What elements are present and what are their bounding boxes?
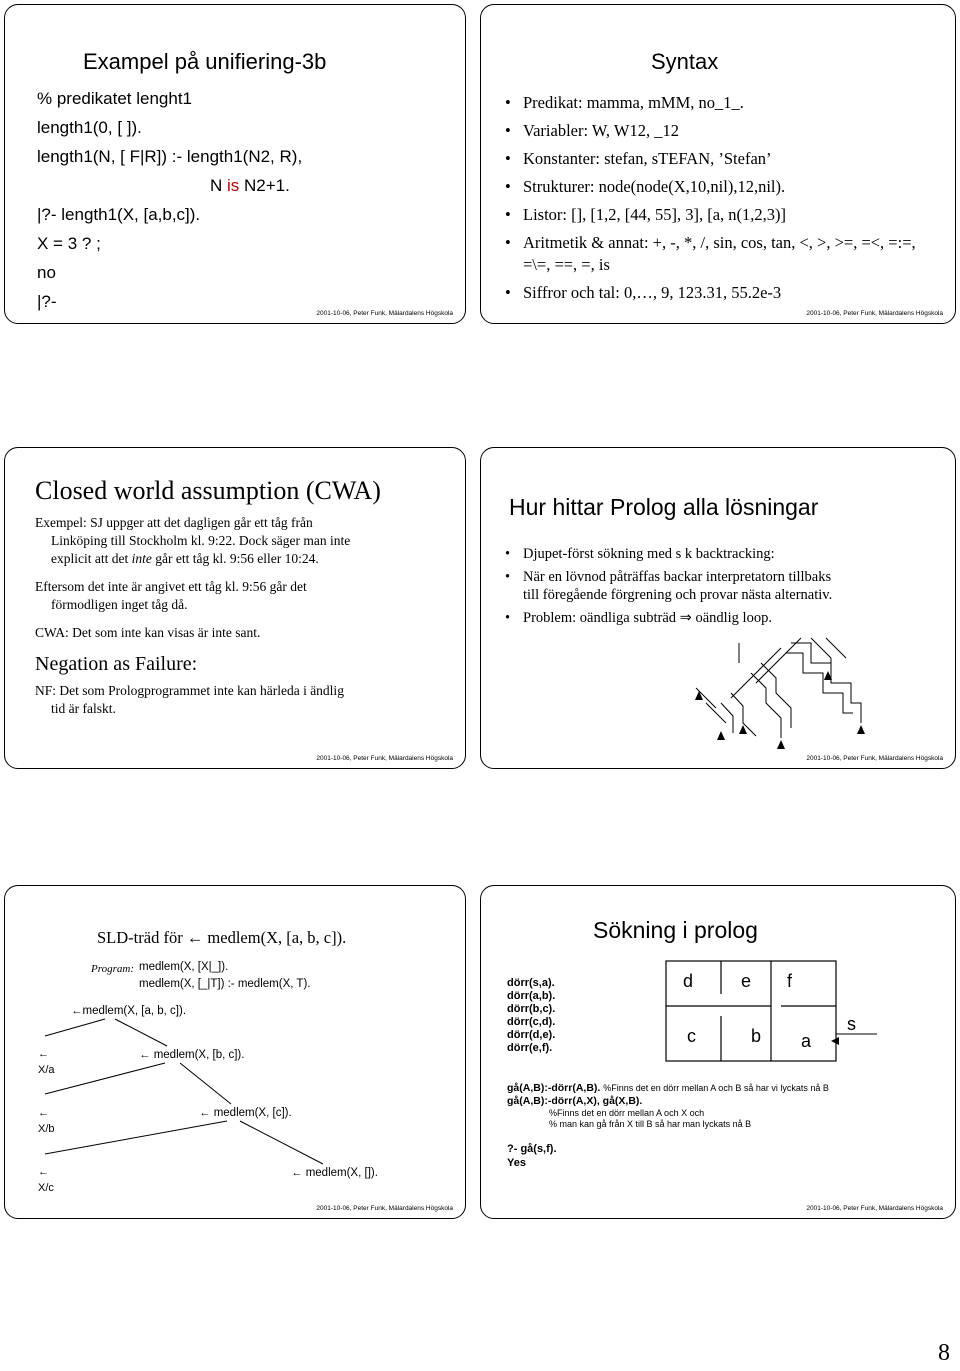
leaf-arrow-icon [695, 691, 703, 700]
rule-line: gå(A,B):-dörr(A,X), gå(X,B). [507, 1095, 643, 1107]
subtree-branch [791, 643, 861, 723]
left-arrow-icon: ← [71, 1005, 83, 1017]
fact-line: dörr(d,e). [507, 1029, 556, 1041]
program-label: Program: [91, 963, 134, 975]
slide-backtracking [480, 447, 956, 769]
slide-prolog-search [480, 885, 956, 1219]
rule-comment: %Finns det en dörr mellan A och B så har vi lyckats nå B [603, 1083, 829, 1093]
subtree-edge [756, 638, 801, 683]
slide-unifiering [4, 4, 466, 324]
prompt-line: |?- [37, 292, 57, 311]
answer-substitution: X/a [38, 1064, 55, 1076]
room-label: c [687, 1026, 696, 1046]
subtree-edge [706, 703, 726, 723]
problem-text: Problem: oändliga subträd [523, 610, 677, 626]
is-keyword: is [227, 176, 240, 195]
tree-edge [45, 1121, 227, 1154]
answer-line: no [37, 263, 56, 282]
answer-arrow-icon: ← [38, 1166, 49, 1178]
list-item: • Listor: [], [1,2, [44, 55], 3], [a, n(1,2,3)] [501, 201, 941, 229]
page-number: 8 [938, 1340, 950, 1366]
answer-arrow-icon: ← [38, 1107, 49, 1119]
list-item: • Strukturer: node(node(X,10,nil),12,nil). [501, 173, 941, 201]
left-arrow-icon: ← [291, 1167, 303, 1179]
fact-line: dörr(e,f). [507, 1042, 553, 1054]
leaf-arrow-icon [777, 740, 785, 749]
tree-edge [240, 1121, 323, 1164]
program-line: medlem(X, [X|_]). [139, 961, 229, 973]
room-label: s [847, 1014, 856, 1034]
code-line: length1(0, [ ]). [37, 118, 142, 137]
goal-text: medlem(X, [c]). [213, 1107, 292, 1119]
paragraph-line: NF: Det som Prologprogrammet inte kan härleda i ändlig [35, 683, 344, 698]
paragraph-line: Eftersom det inte är angivet ett tåg kl. 9:56 går det [35, 579, 307, 594]
paragraph-line: Linköping till Stockholm kl. 9:22. Dock säger man inte [51, 533, 351, 548]
slide-footer: 2001-10-06, Peter Funk, Mälardalens Högskola [806, 310, 943, 317]
answer-substitution: X/b [38, 1123, 55, 1135]
goal-text: medlem(X, []). [305, 1167, 378, 1179]
goal-text: medlem(X, [b, c]). [153, 1049, 245, 1061]
fact-line: dörr(c,d). [507, 1016, 556, 1028]
subtree-branch [721, 703, 733, 733]
slide-cwa [4, 447, 466, 769]
list-item: • Predikat: mamma, mMM, no_1_. [501, 89, 941, 117]
tree-edge [115, 1019, 167, 1046]
slide-title: Syntax [651, 49, 719, 74]
fact-line: dörr(b,c). [507, 1003, 556, 1015]
slide-footer: 2001-10-06, Peter Funk, Mälardalens Högskola [316, 310, 453, 317]
answer-arrow-icon: ← [38, 1048, 49, 1060]
answer-substitution: X/c [38, 1182, 54, 1194]
program-line: medlem(X, [_|T]) :- medlem(X, T). [139, 978, 311, 990]
implies-icon: ⇒ [679, 610, 692, 626]
room-label: d [683, 971, 694, 991]
query-line: ?- gå(s,f). [507, 1143, 557, 1155]
room-label: f [787, 971, 793, 991]
list-item: • Konstanter: stefan, sTEFAN, ’Stefan’ [501, 145, 941, 173]
query-answer: Yes [507, 1157, 526, 1169]
rule-comment: % man kan gå från X till B så har man lyckats nå B [549, 1119, 752, 1129]
slide-title: SLD-träd för ← medlem(X, [a, b, c]). [97, 928, 347, 947]
paragraph-line: tid är falskt. [51, 701, 116, 716]
rule-line [507, 1082, 829, 1094]
list-item: • Variabler: W, W12, _12 [501, 117, 941, 145]
outdoor-line [481, 886, 956, 1219]
fact-line: dörr(s,a). [507, 977, 555, 989]
infinite-subtree-diagram [481, 448, 956, 769]
slide-title: Sökning i prolog [593, 917, 758, 943]
paragraph-line: CWA: Det som inte kan visas är inte sant. [35, 625, 261, 640]
rule-text: gå(A,B):-dörr(A,B). [507, 1082, 601, 1094]
tree-edge [45, 1063, 165, 1094]
room-label: b [751, 1026, 762, 1046]
left-arrow-icon: ← [139, 1049, 151, 1061]
subtree-edge [811, 638, 831, 658]
paragraph-line [51, 551, 319, 567]
left-arrow-icon: ← [199, 1107, 211, 1119]
room-label: e [741, 971, 752, 991]
emphasis: inte [131, 551, 152, 566]
slide-footer: 2001-10-06, Peter Funk, Mälardalens Högskola [316, 1205, 453, 1212]
slide-title: Closed world assumption (CWA) [35, 476, 381, 505]
slide-title: Exampel på unifiering-3b [83, 49, 327, 74]
code-fragment: N2+1. [239, 176, 290, 195]
answer-line: X = 3 ? ; [37, 234, 101, 253]
subtree-edge [826, 638, 846, 658]
sld-tree-edges [5, 886, 466, 1219]
problem-text: oändlig loop. [695, 610, 772, 626]
text-fragment: går ett tåg kl. 9:56 eller 10:24. [151, 551, 319, 566]
slide-title: Hur hittar Prolog alla lösningar [509, 494, 819, 520]
slide-sld-tree [4, 885, 466, 1219]
leaf-arrow-icon [717, 731, 725, 740]
slide-footer: 2001-10-06, Peter Funk, Mälardalens Högskola [806, 1205, 943, 1212]
leaf-arrow-icon [857, 725, 865, 734]
slide-footer: 2001-10-06, Peter Funk, Mälardalens Högskola [806, 755, 943, 762]
text-fragment: explicit att det [51, 551, 132, 566]
rule-comment: %Finns det en dörr mellan A och X och [549, 1108, 705, 1118]
code-fragment: N [210, 176, 227, 195]
list-item: • Aritmetik & annat: +, -, *, /, sin, cos, tan, <, >, >=, =<, =:=, =\=, ==, =, is [501, 229, 941, 279]
room-label: a [801, 1031, 812, 1051]
list-item: • Djupet-först sökning med s k backtracking: [501, 545, 846, 563]
goal-text: medlem(X, [a, b, c]). [82, 1005, 187, 1017]
paragraph-line: förmodligen inget tåg då. [51, 597, 188, 612]
list-item: • Siffror och tal: 0,…, 9, 123.31, 55.2e-3 [501, 279, 941, 307]
syntax-list [501, 89, 941, 307]
tree-edge [180, 1063, 231, 1104]
tree-edge [45, 1019, 105, 1036]
slide-syntax [480, 4, 956, 324]
list-item: • När en lövnod påträffas backar interpretatorn tillbaks till föregående förgrening och provar nästa alternativ. [501, 568, 846, 604]
slide-footer: 2001-10-06, Peter Funk, Mälardalens Högskola [316, 755, 453, 762]
fact-line: dörr(a,b). [507, 990, 556, 1002]
paragraph-line: Exempel: SJ uppger att det dagligen går ett tåg från [35, 515, 313, 530]
code-line-continuation [210, 176, 290, 196]
code-line: length1(N, [ F|R]) :- length1(N2, R), [37, 147, 303, 166]
section-heading: Negation as Failure: [35, 653, 198, 675]
query-line: |?- length1(X, [a,b,c]). [37, 205, 201, 224]
code-line: % predikatet lenght1 [37, 89, 192, 108]
